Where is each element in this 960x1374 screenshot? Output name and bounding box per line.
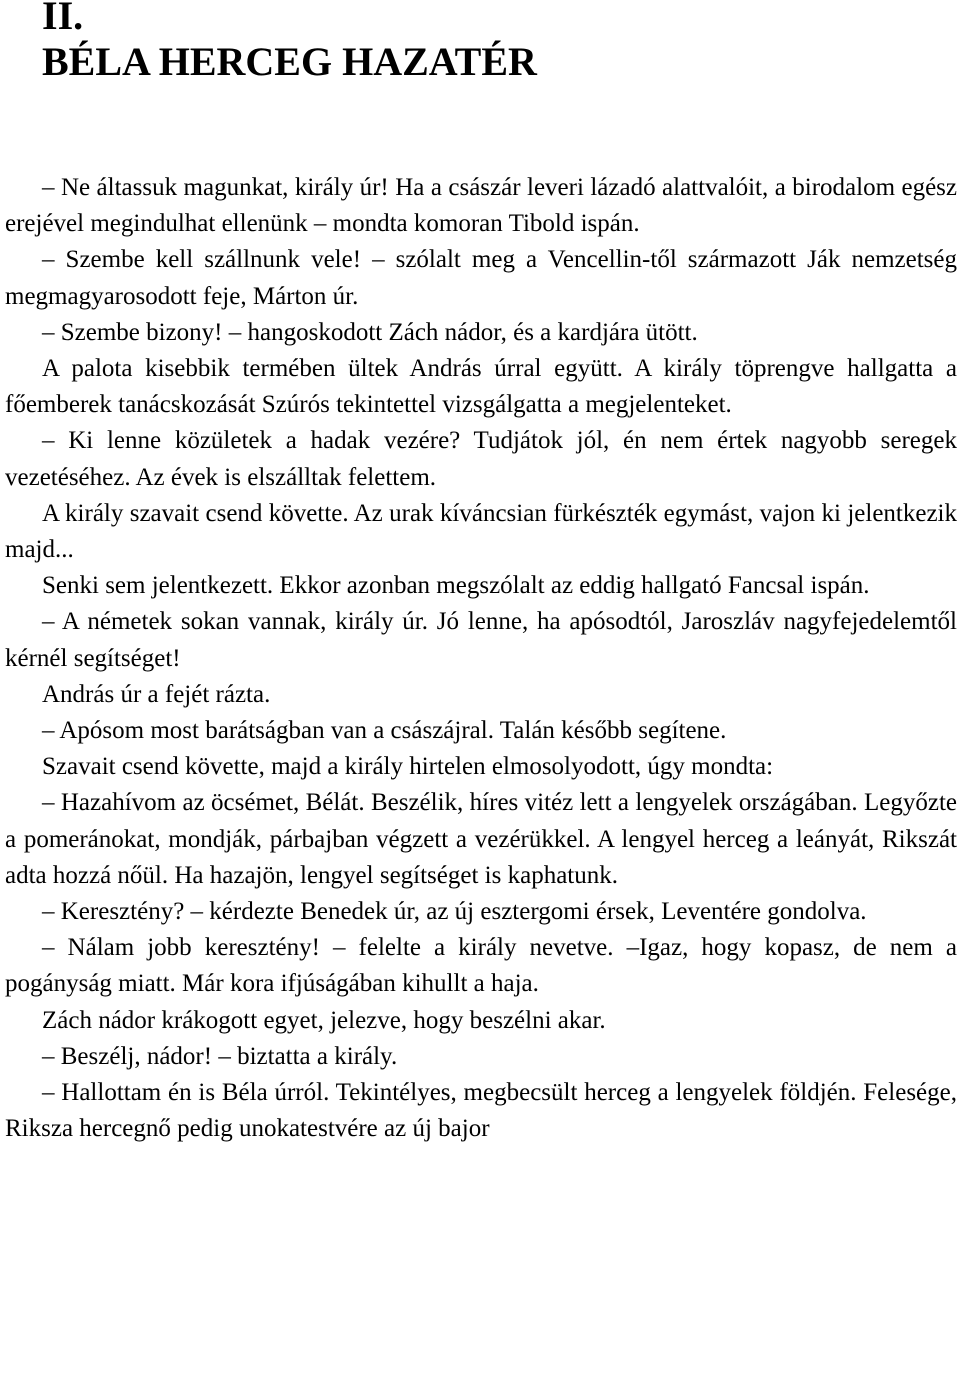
paragraph: – Szembe kell szállnunk vele! – szólalt meg a Vencellin-től származott Ják nemzetség megmagyarosodott feje, Márton úr. xyxy=(5,246,957,310)
paragraph: – Hallottam én is Béla úrról. Tekintélyes, megbecsült herceg a lengyelek földjén. Felesége, Riksza hercegnő pedig unokatestvére az új bajor xyxy=(5,1079,957,1143)
paragraph: – Nálam jobb keresztény! – felelte a király nevetve. –Igaz, hogy kopasz, de nem a pogányság miatt. Már kora ifjúságában kihullt a haja. xyxy=(5,934,957,998)
paragraph: – Hazahívom az öcsémet, Bélát. Beszélik, híres vitéz lett a lengyelek országában. Legyőzte a pomeránokat, mondják, párbajban végzett a vezérükkel. A lengyel herceg a leányát, Rikszát adta hozzá nőül. Ha hazajön, lengyel segítséget is kaphatunk. xyxy=(5,789,957,889)
paragraph: – Ne áltassuk magunkat, király úr! Ha a császár leveri lázadó alattvalóit, a birodalom egész erejével megindulhat ellenünk – mondta komoran Tibold ispán. xyxy=(5,174,957,238)
paragraph: Senki sem jelentkezett. Ekkor azonban megszólalt az eddig hallgató Fancsal ispán. xyxy=(42,572,870,600)
paragraph: – Keresztény? – kérdezte Benedek úr, az új esztergomi érsek, Leventére gondolva. xyxy=(42,898,867,926)
paragraph: A király szavait csend követte. Az urak kíváncsian fürkészték egymást, vajon ki jelentkezik majd... xyxy=(5,499,957,564)
chapter-body xyxy=(5,170,957,1147)
paragraph: – A németek sokan vannak, király úr. Jó lenne, ha apósodtól, Jaroszláv nagyfejedelemtől kérnél segítséget! xyxy=(5,608,957,672)
paragraph: András úr a fejét rázta. xyxy=(42,680,271,708)
paragraph: – Beszélj, nádor! – biztatta a király. xyxy=(42,1042,398,1070)
paragraph: – Apósom most barátságban van a császájral. Talán később segítene. xyxy=(42,717,727,745)
paragraph: Szavait csend követte, majd a király hirtelen elmosolyodott, úgy mondta: xyxy=(42,753,774,781)
paragraph: – Szembe bizony! – hangoskodott Zách nádor, és a kardjára ütött. xyxy=(42,318,698,346)
paragraph: Zách nádor krákogott egyet, jelezve, hogy beszélni akar. xyxy=(42,1006,606,1034)
chapter-heading xyxy=(42,0,942,84)
paragraph: – Ki lenne közületek a hadak vezére? Tudjátok jól, én nem értek nagyobb seregek vezetéséhez. Az évek is elszálltak felettem. xyxy=(5,427,957,491)
chapter-number: II. xyxy=(42,0,84,38)
paragraph: A palota kisebbik termében ültek András úrral együtt. A király töprengve hallgatta a főemberek tanácskozását Szúrós tekintettel vizsgálgatta a megjelenteket. xyxy=(5,355,957,419)
chapter-title: BÉLA HERCEG HAZATÉR xyxy=(42,39,537,84)
